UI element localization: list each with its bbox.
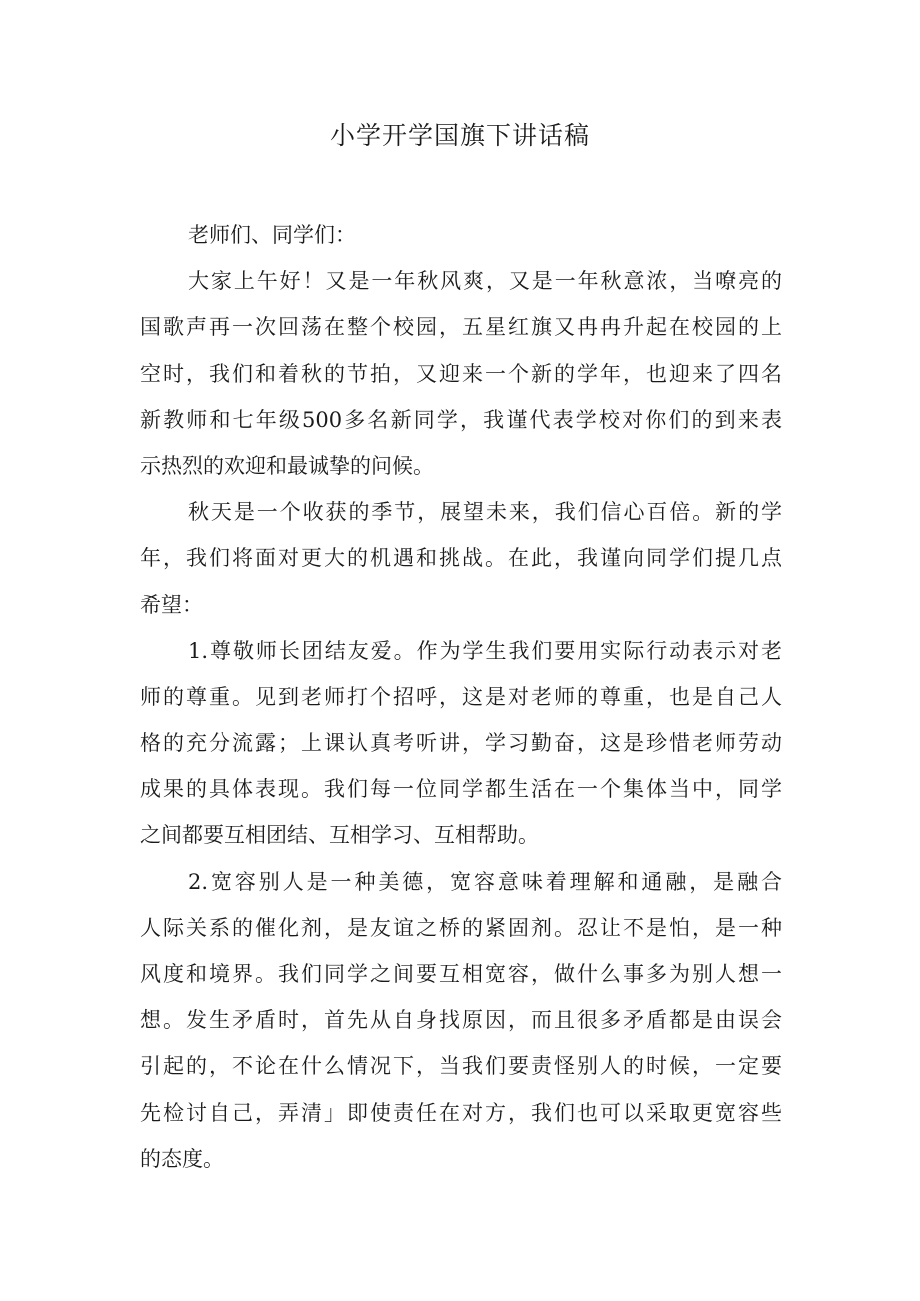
paragraph-line: 的态度。 [140, 1146, 224, 1171]
paragraph-line: 人际关系的催化剂，是友谊之桥的紧固剂。忍让不是怕，是一种 [140, 915, 782, 940]
paragraph-line: 先检讨自己，弄清」即使责任在对方，我们也可以采取更宽容些 [140, 1100, 782, 1125]
paragraph-line: 师的尊重。见到老师打个招呼，这是对老师的尊重，也是自己人 [140, 684, 782, 709]
paragraph-line: 想。发生矛盾时，首先从自身找原因，而且很多矛盾都是由误会 [140, 1008, 782, 1033]
paragraph-line: 国歌声再一次回荡在整个校园，五星红旗又冉冉升起在校园的上 [140, 315, 782, 340]
paragraph-4 [140, 859, 782, 1182]
paragraph-line: 之间都要互相团结、互相学习、互相帮助。 [140, 823, 539, 848]
paragraph-line: 希望： [140, 592, 203, 617]
paragraph-line: 2.宽容别人是一种美德，宽容意味着理解和通融，是融合 [188, 869, 782, 894]
paragraph-line: 成果的具体表现。我们每一位同学都生活在一个集体当中，同学 [140, 777, 782, 802]
paragraph-line: 格的充分流露；上课认真考听讲，学习勤奋，这是珍惜老师劳动 [140, 731, 782, 756]
paragraph-3 [140, 628, 782, 859]
paragraph-line: 引起的，不论在什么情况下，当我们要责怪别人的时候，一定要 [140, 1054, 782, 1079]
paragraph-line: 新教师和七年级500多名新同学，我谨代表学校对你们的到来表 [140, 407, 782, 432]
document-title: 小学开学国旗下讲话稿 [329, 121, 590, 150]
paragraph-line: 示热烈的欢迎和最诚挚的问候。 [140, 453, 434, 478]
paragraph-line: 空时，我们和着秋的节拍，又迎来一个新的学年，也迎来了四名 [140, 361, 782, 386]
salutation: 老师们、同学们： [188, 223, 356, 247]
paragraph-line: 1.尊敬师长团结友爱。作为学生我们要用实际行动表示对老 [188, 638, 782, 663]
paragraph-line: 风度和境界。我们同学之间要互相宽容，做什么事多为别人想一 [140, 962, 782, 986]
document-body [140, 212, 782, 1182]
paragraph-2 [140, 489, 782, 628]
paragraph-line: 秋天是一个收获的季节，展望未来，我们信心百倍。新的学 [188, 500, 782, 525]
paragraph-line: 年，我们将面对更大的机遇和挑战。在此，我谨向同学们提几点 [140, 546, 782, 571]
paragraph-line: 大家上午好！又是一年秋风爽，又是一年秋意浓，当嘹亮的 [188, 269, 782, 294]
paragraph-1 [140, 258, 782, 489]
